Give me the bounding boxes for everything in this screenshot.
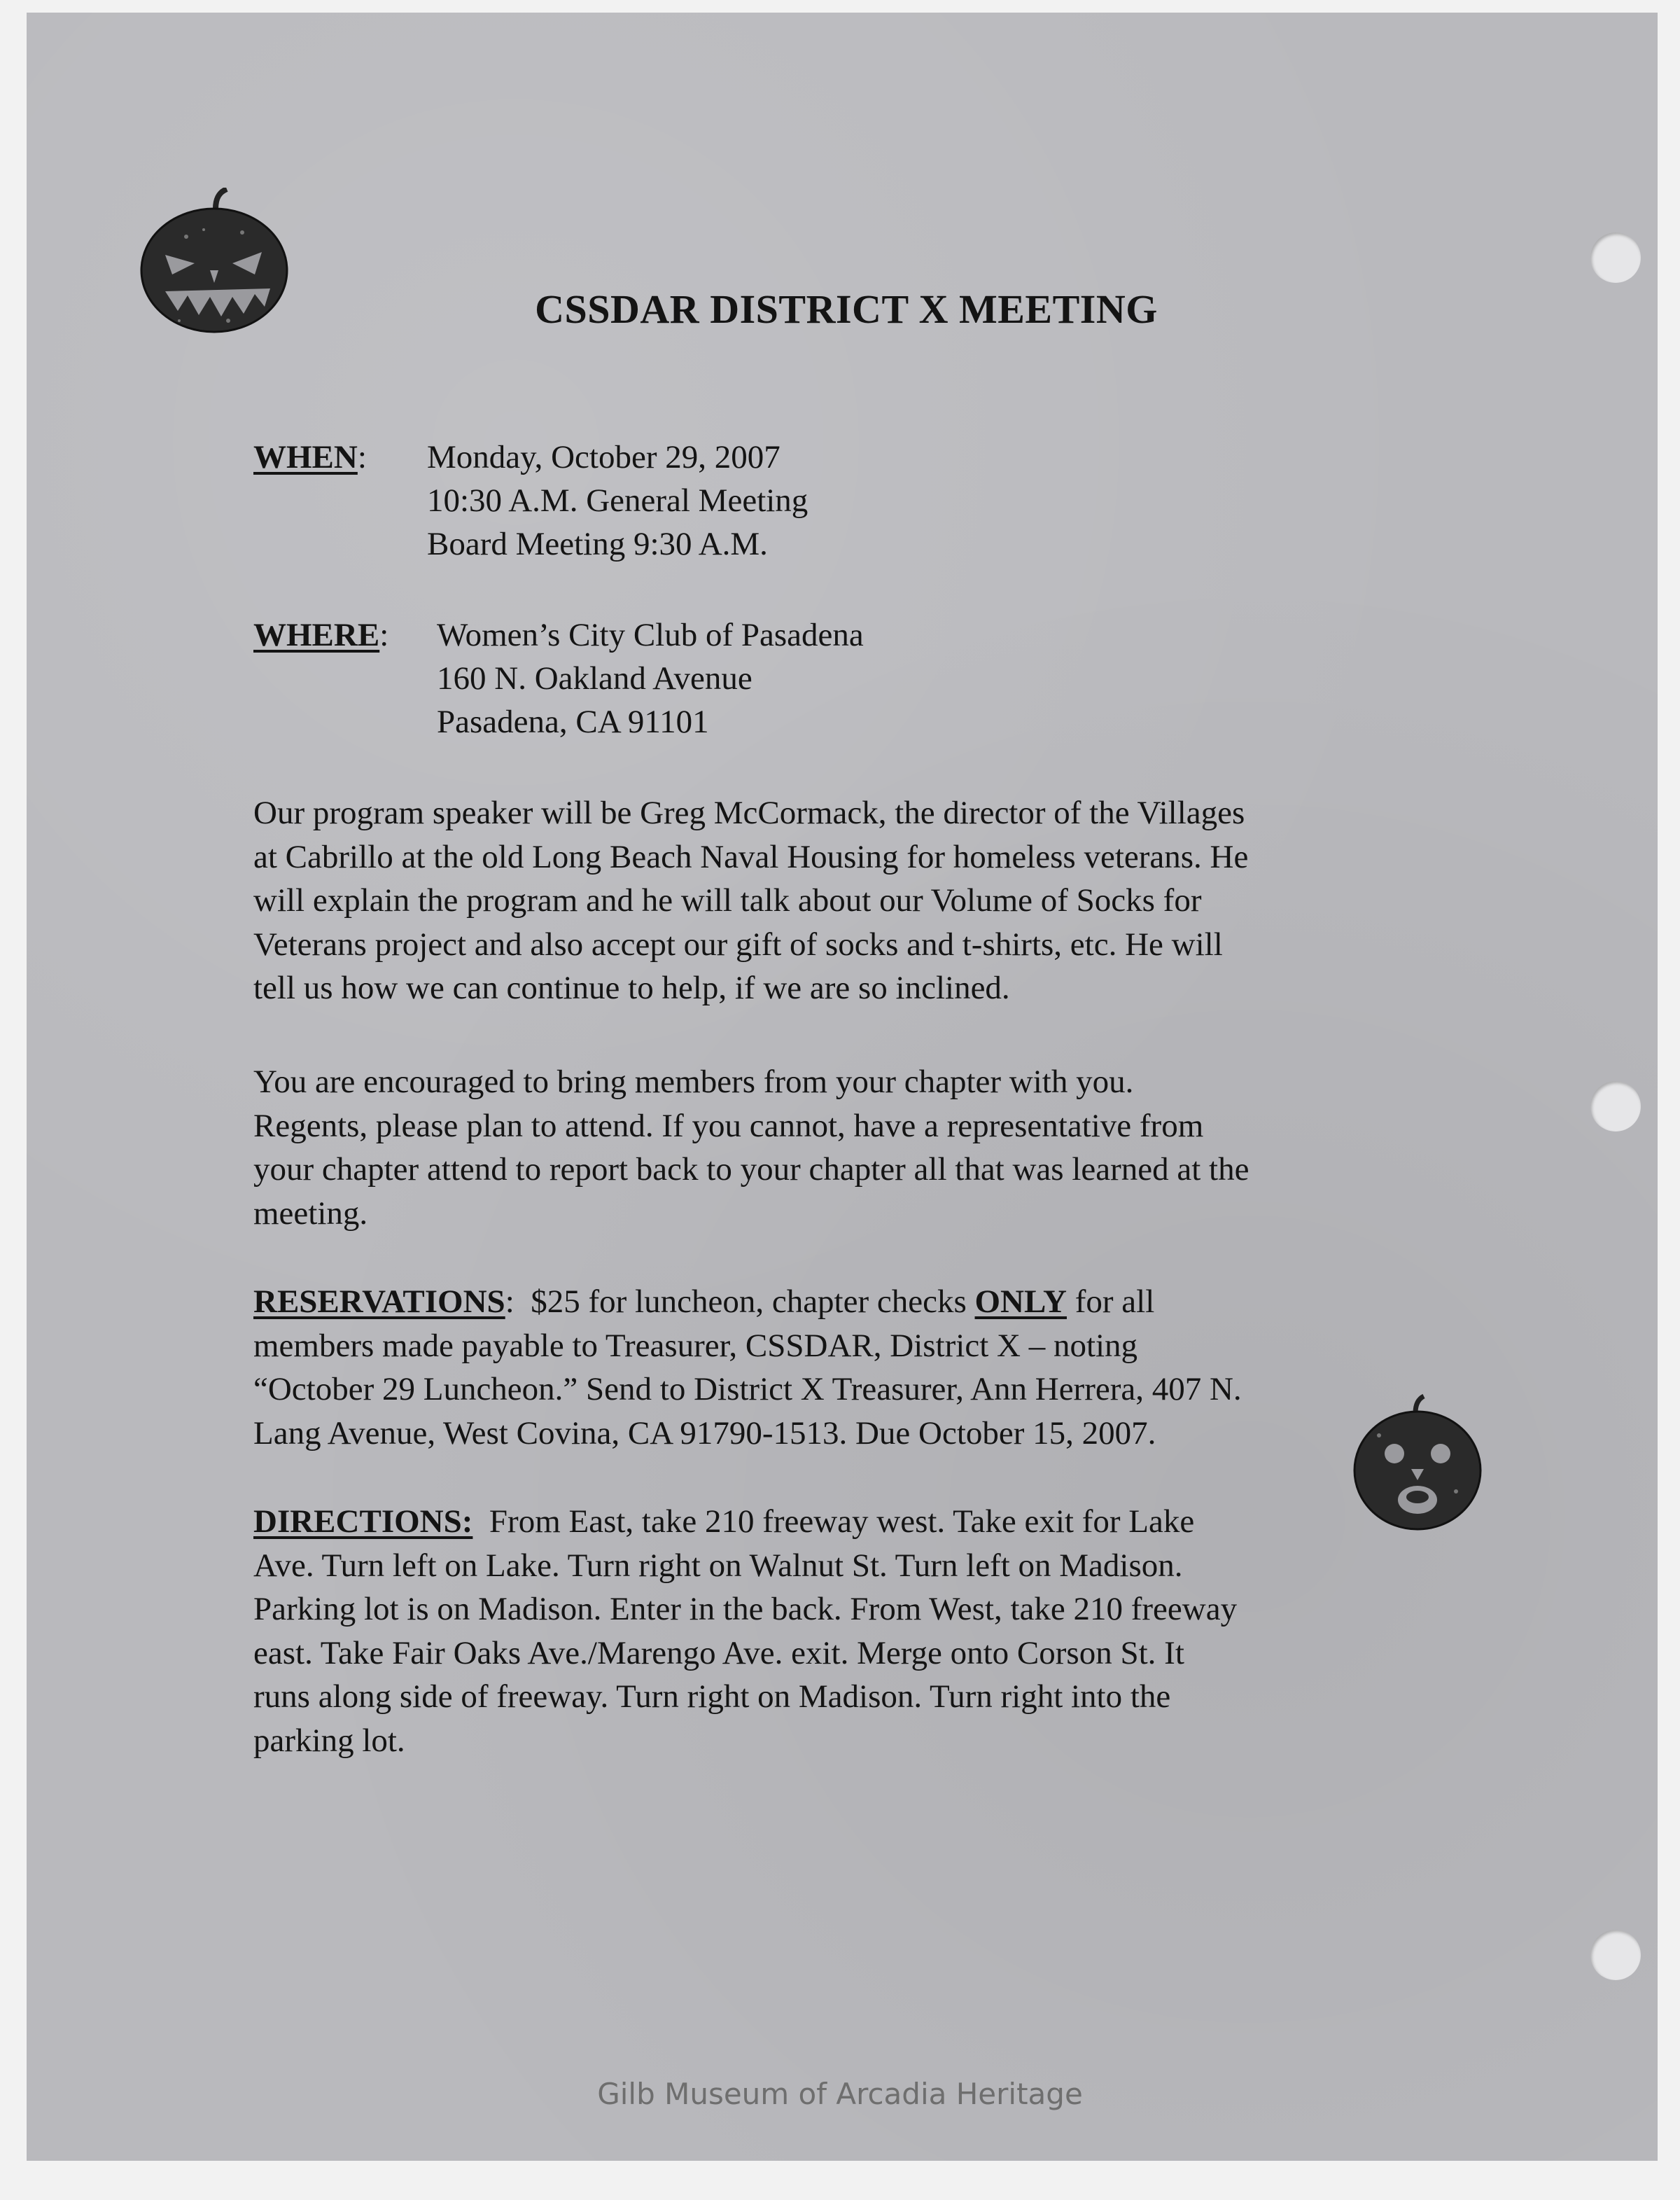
where-section [253,613,1443,740]
paragraph-line: at Cabrillo at the old Long Beach Naval Housing for homeless veterans. He [253,838,1249,875]
reservations-only-emphasis: ONLY [974,1283,1067,1320]
reservations-section [253,1280,1242,1455]
when-label: WHEN [253,439,358,475]
paragraph-line: your chapter attend to report back to your chapter all that was learned at the [253,1151,1250,1188]
binder-hole-top [1590,232,1641,283]
where-lines [437,613,864,744]
paragraph-line: Lang Avenue, West Covina, CA 91790-1513. Due October 15, 2007. [253,1414,1156,1451]
page-title: CSSDAR DISTRICT X MEETING [535,286,1158,332]
program-paragraph [253,791,1248,1010]
paragraph-line: Ave. Turn left on Lake. Turn right on Walnut St. Turn left on Madison. [253,1547,1183,1584]
when-line: Board Meeting 9:30 A.M. [427,526,768,562]
paragraph-line: will explain the program and he will talk about our Volume of Socks for [253,882,1202,919]
when-line: Monday, October 29, 2007 [427,439,780,475]
directions-first-line [253,1500,1237,1544]
binder-hole-middle [1590,1081,1641,1132]
where-line: 160 N. Oakland Avenue [437,660,752,697]
paragraph-line: tell us how we can continue to help, if we are so inclined. [253,970,1010,1006]
paragraph-line: members made payable to Treasurer, CSSDAR, District X – noting [253,1327,1138,1364]
paragraph-line: parking lot. [253,1722,405,1759]
reservations-colon: : [505,1283,531,1320]
reservations-first-line [253,1280,1242,1324]
directions-section [253,1500,1237,1762]
directions-label: DIRECTIONS: [253,1503,473,1540]
museum-watermark: Gilb Museum of Arcadia Heritage [597,2077,1083,2111]
binder-hole-bottom [1590,1930,1641,1980]
directions-text: From East, take 210 freeway west. Take exit for Lake [489,1503,1195,1540]
paragraph-line: runs along side of freeway. Turn right on Madison. Turn right into the [253,1678,1171,1715]
encourage-paragraph [253,1060,1249,1235]
where-line: Pasadena, CA 91101 [437,704,709,740]
paragraph-line: “October 29 Luncheon.” Send to District X Treasurer, Ann Herrera, 407 N. [253,1371,1242,1407]
paragraph-line: meeting. [253,1195,368,1232]
where-label: WHERE [253,617,380,653]
paragraph-line: You are encouraged to bring members from your chapter with you. [253,1064,1134,1100]
paragraph-line: Regents, please plan to attend. If you cannot, have a representative from [253,1107,1204,1144]
where-line: Women’s City Club of Pasadena [437,617,864,653]
paragraph-line: Our program speaker will be Greg McCormack, the director of the Villages [253,795,1245,831]
where-colon: : [379,617,389,653]
paragraph-line: east. Take Fair Oaks Ave./Marengo Ave. exit. Merge onto Corson St. It [253,1634,1184,1671]
reservations-text: for all [1066,1283,1155,1320]
paragraph-line: Parking lot is on Madison. Enter in the back. From West, take 210 freeway [253,1591,1238,1627]
when-lines [427,436,808,566]
when-section [253,436,1443,562]
reservations-label: RESERVATIONS [253,1283,505,1320]
when-line: 10:30 A.M. General Meeting [427,482,808,519]
paragraph-line: Veterans project and also accept our gift of socks and t-shirts, etc. He will [253,926,1223,963]
jack-o-lantern-icon [1351,1393,1484,1533]
reservations-text: $25 for luncheon, chapter checks [531,1283,975,1320]
when-colon: : [357,439,367,475]
